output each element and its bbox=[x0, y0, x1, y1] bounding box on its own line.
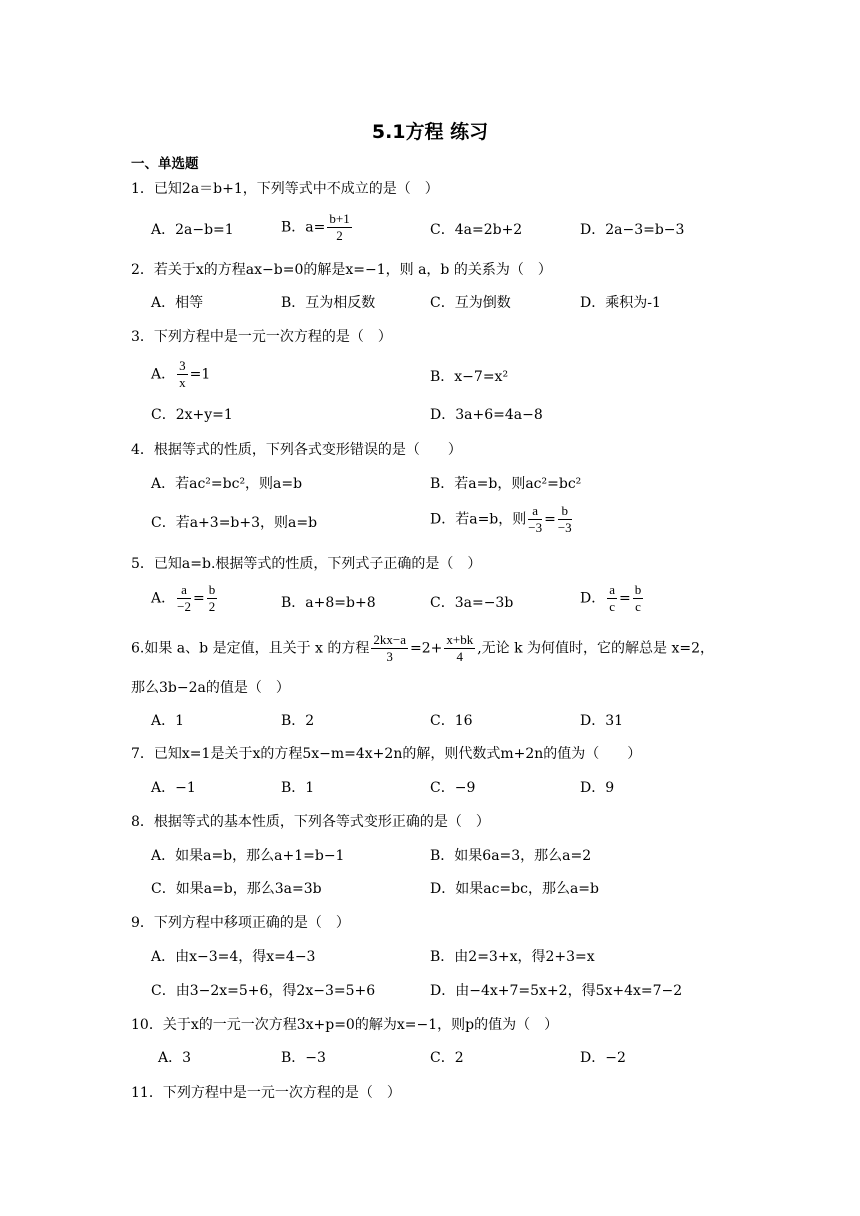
question-4-option-b: B．若a=b，则ac²=bc² bbox=[430, 476, 582, 492]
fraction: $\frac{b}{c}$ bbox=[634, 582, 642, 614]
question-4-option-a: A．若ac²=bc²，则a=b bbox=[151, 476, 303, 492]
question-2-option-a: A．相等 bbox=[151, 295, 204, 311]
question-3-option-b: B．x−7=x² bbox=[430, 369, 509, 385]
question-8-option-a: A．如果a=b，那么a+1=b−1 bbox=[151, 848, 345, 864]
fraction: $\frac{3}{x}$ bbox=[179, 358, 186, 390]
question-1-option-c: C．4a=2b+2 bbox=[430, 222, 523, 238]
question-1-option-d: D．2a−3=b−3 bbox=[580, 222, 685, 238]
question-5-option-a: A． $\frac{a}{-2}$ = $\frac{b}{2}$ bbox=[151, 582, 216, 614]
question-6-option-a: A．1 bbox=[151, 713, 185, 729]
question-10-option-d: D．−2 bbox=[580, 1050, 626, 1066]
question-7-stem: 7．已知x=1是关于x的方程5x−m=4x+2n的解，则代数式m+2n的值为（ ） bbox=[131, 746, 642, 762]
question-6-option-d: D．31 bbox=[580, 713, 624, 729]
question-1-option-a: A．2a−b=1 bbox=[151, 222, 234, 238]
question-8-option-d: D．如果ac=bc，那么a=b bbox=[430, 881, 599, 897]
fraction: $\frac{2kx-a}{3}$ bbox=[373, 632, 406, 664]
question-2-option-b: B．互为相反数 bbox=[281, 295, 376, 311]
question-8-option-c: C．如果a=b，那么3a=3b bbox=[151, 881, 322, 897]
question-6-option-b: B．2 bbox=[281, 713, 315, 729]
question-5-option-b: B．a+8=b+8 bbox=[281, 595, 376, 611]
page-title: 5.1方程 练习 bbox=[371, 121, 489, 143]
fraction: $\frac{a}{-2}$ bbox=[177, 582, 191, 614]
question-6-stem-cont: 那么3b−2a的值是（ ） bbox=[131, 680, 290, 696]
question-4-option-c: C．若a+3=b+3，则a=b bbox=[151, 515, 318, 531]
question-9-stem: 9．下列方程中移项正确的是（ ） bbox=[131, 915, 350, 931]
question-8-option-b: B．如果6a=3，那么a=2 bbox=[430, 848, 592, 864]
question-6-stem: 6.如果 a、b 是定值，且关于 x 的方程 $\frac{2kx-a}{3}$ =2+ $\frac{x+bk}{4}$ ,无论 k 为何值时，它的解总是 x=2， bbox=[131, 632, 715, 664]
question-11-stem: 11．下列方程中是一元一次方程的是（ ） bbox=[131, 1085, 401, 1101]
question-10-option-b: B．−3 bbox=[281, 1050, 326, 1066]
question-5-option-d: D． $\frac{a}{c}$ = $\frac{b}{c}$ bbox=[580, 582, 642, 614]
question-8-stem: 8．根据等式的基本性质，下列各等式变形正确的是（ ） bbox=[131, 814, 490, 830]
question-5-option-c: C．3a=−3b bbox=[430, 595, 514, 611]
question-5-stem: 5．已知a=b.根据等式的性质，下列式子正确的是（ ） bbox=[131, 556, 482, 572]
question-9-option-d: D．由−4x+7=5x+2，得5x+4x=7−2 bbox=[430, 983, 683, 999]
question-4-option-d: D．若a=b，则 $\frac{a}{-3}$ = $\frac{b}{-3}$ bbox=[430, 503, 572, 535]
question-4-stem: 4．根据等式的性质，下列各式变形错误的是（ ） bbox=[131, 442, 462, 458]
question-2-option-c: C．互为倒数 bbox=[430, 295, 511, 311]
question-9-option-c: C．由3−2x=5+6，得2x−3=5+6 bbox=[151, 983, 376, 999]
fraction: $\frac{a}{c}$ bbox=[609, 582, 616, 614]
fraction: $\frac{b}{-3}$ bbox=[557, 503, 572, 535]
question-9-option-b: B．由2=3+x，得2+3=x bbox=[430, 949, 595, 965]
fraction: $\frac{b}{2}$ bbox=[208, 582, 216, 614]
question-1-option-b: B．a= $\frac{b+1}{2}$ bbox=[281, 211, 350, 243]
fraction: $\frac{x+bk}{4}$ bbox=[446, 632, 474, 664]
question-9-option-a: A．由x−3=4，得x=4−3 bbox=[151, 949, 316, 965]
question-10-option-c: C．2 bbox=[430, 1050, 464, 1066]
question-3-stem: 3．下列方程中是一元一次方程的是（ ） bbox=[131, 329, 392, 345]
section-heading: 一、单选题 bbox=[131, 156, 199, 172]
question-3-option-a: A． $\frac{3}{x}$ =1 bbox=[151, 358, 211, 390]
question-2-stem: 2．若关于x的方程ax−b=0的解是x=−1，则 a，b 的关系为（ ） bbox=[131, 262, 552, 278]
question-6-option-c: C．16 bbox=[430, 713, 473, 729]
question-3-option-c: C．2x+y=1 bbox=[151, 407, 233, 423]
question-2-option-d: D．乘积为-1 bbox=[580, 295, 661, 311]
fraction: $\frac{a}{-3}$ bbox=[528, 503, 543, 535]
question-7-option-c: C．−9 bbox=[430, 780, 476, 796]
question-7-option-b: B．1 bbox=[281, 780, 315, 796]
question-7-option-d: D．9 bbox=[580, 780, 615, 796]
question-3-option-d: D．3a+6=4a−8 bbox=[430, 407, 543, 423]
fraction: $\frac{b+1}{2}$ bbox=[329, 211, 350, 243]
question-10-option-a: A．3 bbox=[158, 1050, 192, 1066]
question-10-stem: 10．关于x的一元一次方程3x+p=0的解为x=−1，则p的值为（ ） bbox=[131, 1017, 559, 1033]
question-1-stem: 1．已知2a＝b+1，下列等式中不成立的是（ ） bbox=[131, 181, 439, 197]
question-7-option-a: A．−1 bbox=[151, 780, 196, 796]
